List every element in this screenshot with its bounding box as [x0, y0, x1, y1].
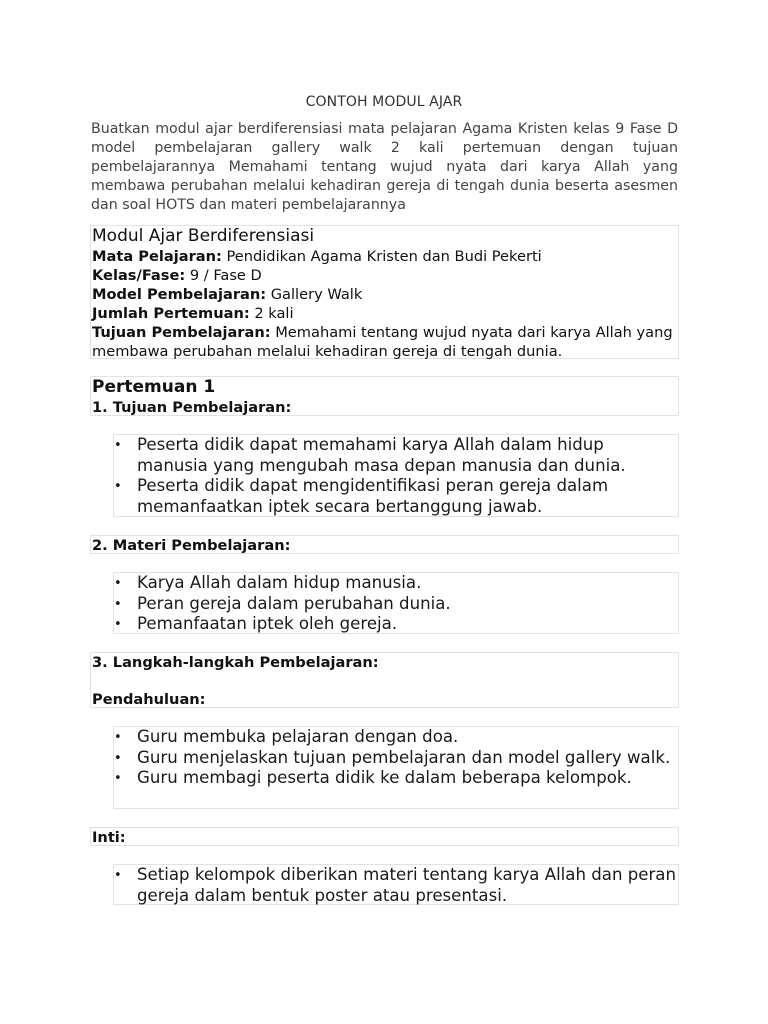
materi-heading: 2. Materi Pembelajaran: [92, 537, 291, 554]
tujuan-heading: 1. Tujuan Pembelajaran: [92, 399, 292, 416]
module-heading: Modul Ajar Berdiferensiasi [92, 226, 315, 246]
materi-header [90, 535, 679, 554]
pendahuluan-heading: Pendahuluan: [92, 691, 206, 708]
list-item: • Guru membuka pelajaran dengan doa. [136, 727, 678, 748]
list-item: • Peserta didik dapat memahami karya Allah dalam hidup manusia yang mengubah masa depan manusia dan dunia. [136, 435, 678, 476]
page-title: CONTOH MODUL AJAR [305, 94, 463, 110]
list-item: • Setiap kelompok diberikan materi tentang karya Allah dan peran gereja dalam bentuk poster atau presentasi. [136, 865, 678, 906]
tujuan-label: Tujuan Pembelajaran: [92, 324, 271, 341]
jumlah-label: Jumlah Pertemuan: [92, 305, 250, 322]
module-info-box [90, 225, 679, 359]
kelas-row [92, 266, 678, 285]
pertemuan-header [90, 376, 679, 416]
list-item: • Peran gereja dalam perubahan dunia. [136, 594, 678, 615]
model-label: Model Pembelajaran: [92, 286, 267, 303]
pertemuan-title: Pertemuan 1 [92, 377, 216, 397]
model-row [92, 285, 678, 304]
materi-list [113, 572, 679, 634]
tujuan-list [113, 434, 679, 517]
list-item: • Guru menjelaskan tujuan pembelajaran dan model gallery walk. [136, 748, 678, 769]
model-value: Gallery Walk [266, 286, 363, 303]
mapel-row [92, 247, 678, 266]
kelas-label: Kelas/Fase: [92, 267, 186, 284]
list-item: • Pemanfaatan iptek oleh gereja. [136, 614, 678, 635]
mapel-value: Pendidikan Agama Kristen dan Budi Pekerti [221, 248, 542, 265]
intro-paragraph: Buatkan modul ajar berdiferensiasi mata pelajaran Agama Kristen kelas 9 Fase D model pembelajaran gallery walk 2 kali pertemuan dengan tujuan pembelajarannya Memahami tentang wujud nyata dari karya Allah yang membawa perubahan melalui kehadiran gereja di tengah dunia beserta asesmen dan soal HOTS dan materi pembelajarannya [91, 121, 678, 213]
list-item: • Guru membagi peserta didik ke dalam beberapa kelompok. [136, 768, 678, 789]
inti-header [90, 827, 679, 846]
tujuan-value: Memahami tentang wujud nyata dari karya Allah yang membawa perubahan melalui kehadiran gereja di tengah dunia. [92, 324, 673, 360]
list-item: • Karya Allah dalam hidup manusia. [136, 573, 678, 594]
list-item: • Peserta didik dapat mengidentifikasi peran gereja dalam memanfaatkan iptek secara bertanggung jawab. [136, 476, 678, 517]
tujuan-row [92, 323, 678, 361]
mapel-label: Mata Pelajaran: [92, 248, 222, 265]
inti-heading: Inti: [92, 829, 126, 846]
jumlah-row [92, 304, 678, 323]
langkah-heading: 3. Langkah-langkah Pembelajaran: [92, 654, 379, 671]
pendahuluan-list [113, 726, 679, 809]
inti-list [113, 864, 679, 905]
kelas-value: 9 / Fase D [185, 267, 262, 284]
jumlah-value: 2 kali [249, 305, 294, 322]
langkah-header [90, 652, 679, 708]
